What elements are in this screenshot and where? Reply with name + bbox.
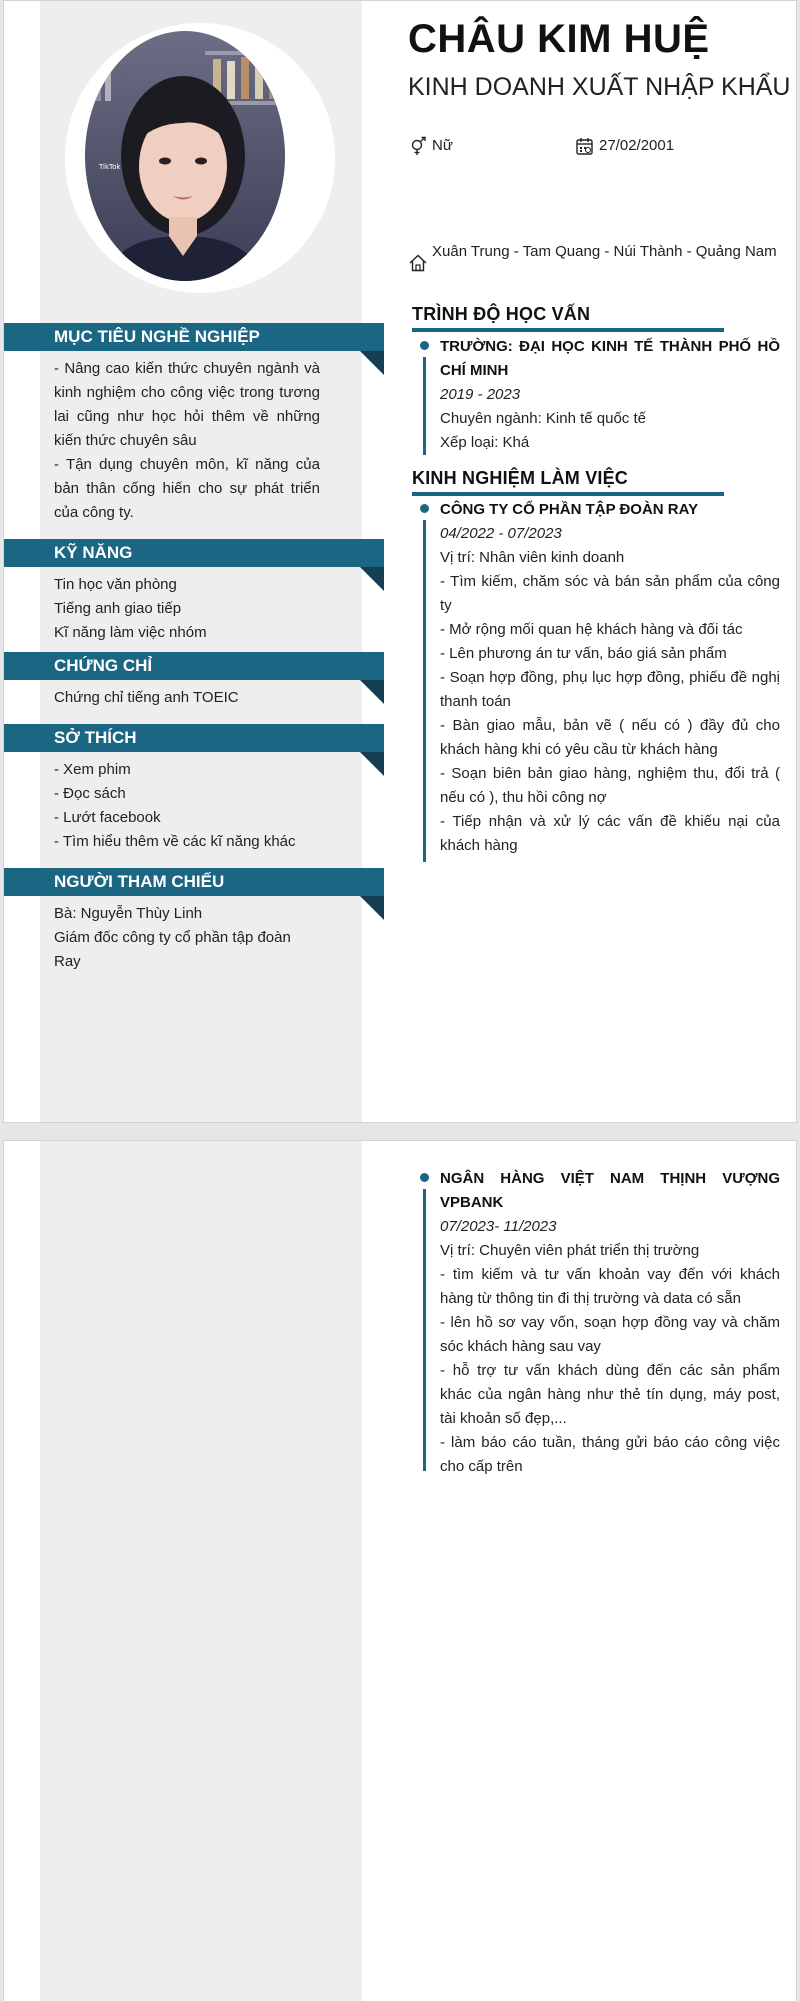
education-section-title: TRÌNH ĐỘ HỌC VẤN xyxy=(412,304,591,324)
certificates-section-title: CHỨNG CHỈ xyxy=(4,652,384,680)
timeline-dot xyxy=(420,504,429,513)
experience-entry xyxy=(422,1167,780,1475)
company-name: CÔNG TY CỔ PHẦN TẬP ĐOÀN RAY xyxy=(440,501,699,518)
certificates-list xyxy=(54,686,320,710)
experience-detail: Vị trí: Chuyên viên phát triển thị trường xyxy=(440,1242,700,1259)
birthdate-info xyxy=(575,134,674,158)
hobbies-list xyxy=(54,758,320,854)
section-fold xyxy=(360,752,384,776)
sidebar xyxy=(40,1141,362,2001)
hobby-item: - Lướt facebook xyxy=(54,809,161,826)
company-name: NGÂN HÀNG VIỆT NAM THỊNH VƯỢNG VPBANK xyxy=(440,1170,780,1211)
experience-detail: - Tiếp nhận và xử lý các vấn đề khiếu nại của khách hàng xyxy=(440,813,780,854)
section-fold xyxy=(360,896,384,920)
hobby-item: - Xem phim xyxy=(54,761,131,778)
certificate-item: Chứng chỉ tiếng anh TOEIC xyxy=(54,689,239,706)
school-name: TRƯỜNG: ĐẠI HỌC KINH TẾ THÀNH PHỐ HỒ CHÍ MINH xyxy=(440,338,780,379)
timeline-dot xyxy=(420,341,429,350)
skill-item: Kĩ năng làm việc nhóm xyxy=(54,624,207,641)
reference-item: Giám đốc công ty cổ phần tập đoàn Ray xyxy=(54,929,291,970)
section-fold xyxy=(360,351,384,375)
skills-section-title: KỸ NĂNG xyxy=(4,539,384,567)
experience-detail: - lên hồ sơ vay vốn, soạn hợp đồng vay và chăm sóc khách hàng sau vay xyxy=(440,1314,780,1355)
work-period: 07/2023- 11/2023 xyxy=(440,1218,557,1235)
timeline-line xyxy=(423,357,426,455)
work-period: 04/2022 - 07/2023 xyxy=(440,525,562,542)
hobby-item: - Tìm hiểu thêm về các kĩ năng khác xyxy=(54,833,296,850)
study-period: 2019 - 2023 xyxy=(440,386,521,403)
cv-page-1 xyxy=(3,0,797,1123)
section-rule xyxy=(412,328,724,332)
address-info xyxy=(408,240,780,273)
references-list xyxy=(54,902,320,974)
experience-detail: - tìm kiếm và tư vấn khoản vay đến với khách hàng từ thông tin đi thị trường và data có sẵn xyxy=(440,1266,780,1307)
birthdate-value: 27/02/2001 xyxy=(599,137,675,154)
experience-detail: - Mở rộng mối quan hệ khách hàng và đối tác xyxy=(440,621,743,638)
skill-item: Tiếng anh giao tiếp xyxy=(54,600,182,617)
skills-list xyxy=(54,573,320,645)
timeline-line xyxy=(423,1189,426,1471)
svg-text:TikTok: TikTok xyxy=(99,163,121,171)
skill-item: Tin học văn phòng xyxy=(54,576,177,593)
timeline-dot xyxy=(420,1173,429,1182)
section-fold xyxy=(360,567,384,591)
gender-icon xyxy=(408,136,428,156)
profile-photo xyxy=(85,31,285,281)
objective-line: - Nâng cao kiến thức chuyên ngành và kinh nghiệm cho công việc trong tương lai cũng như học hỏi thêm về những kiến thức chuyên sâu xyxy=(54,360,320,449)
timeline-line xyxy=(423,520,426,862)
experience-detail: - Lên phương án tư vấn, báo giá sản phẩm xyxy=(440,645,727,662)
education-detail: Chuyên ngành: Kinh tế quốc tế xyxy=(440,410,646,427)
experience-detail: - Soạn biên bản giao hàng, nghiệm thu, đổi trả ( nếu có ), thu hồi công nợ xyxy=(440,765,780,806)
experience-detail: - Tìm kiếm, chăm sóc và bán sản phẩm của công ty xyxy=(440,573,780,614)
objective-line: - Tận dụng chuyên môn, kĩ năng của bản thân cống hiến cho sự phát triển của công ty. xyxy=(54,456,320,521)
job-title: KINH DOANH XUẤT NHẬP KHẨU xyxy=(408,73,791,101)
section-fold xyxy=(360,680,384,704)
calendar-icon xyxy=(575,136,595,156)
address-value: Xuân Trung - Tam Quang - Núi Thành - Quảng Nam xyxy=(432,243,777,260)
experience-detail: - làm báo cáo tuần, tháng gửi báo cáo công việc cho cấp trên xyxy=(440,1434,780,1475)
gender-info xyxy=(408,134,453,158)
hobbies-section-title: SỞ THÍCH xyxy=(4,724,384,752)
candidate-name: CHÂU KIM HUỆ xyxy=(408,17,710,61)
avatar xyxy=(85,31,285,281)
home-icon xyxy=(408,253,428,273)
cv-page-2 xyxy=(3,1140,797,2002)
references-section-title: NGƯỜI THAM CHIẾU xyxy=(4,868,384,896)
objective-text xyxy=(54,357,320,525)
education-entry xyxy=(422,335,780,455)
experience-detail: - hỗ trợ tư vấn khách dùng đến các sản phẩm khác của ngân hàng như thẻ tín dụng, máy post, tài khoản số đẹp,... xyxy=(440,1362,780,1427)
experience-detail: - Soạn hợp đồng, phụ lục hợp đồng, phiếu đề nghị thanh toán xyxy=(440,669,780,710)
experience-detail: Vị trí: Nhân viên kinh doanh xyxy=(440,549,625,566)
education-detail: Xếp loại: Khá xyxy=(440,434,530,451)
experience-entry xyxy=(422,498,780,862)
hobby-item: - Đọc sách xyxy=(54,785,126,802)
experience-section-title: KINH NGHIỆM LÀM VIỆC xyxy=(412,468,629,488)
experience-detail: - Bàn giao mẫu, bản vẽ ( nếu có ) đầy đủ cho khách hàng khi có yêu cầu từ khách hàng xyxy=(440,717,780,758)
gender-value: Nữ xyxy=(432,137,453,154)
reference-item: Bà: Nguyễn Thùy Linh xyxy=(54,905,203,922)
section-rule xyxy=(412,492,724,496)
objective-section-title: MỤC TIÊU NGHỀ NGHIỆP xyxy=(4,323,384,351)
